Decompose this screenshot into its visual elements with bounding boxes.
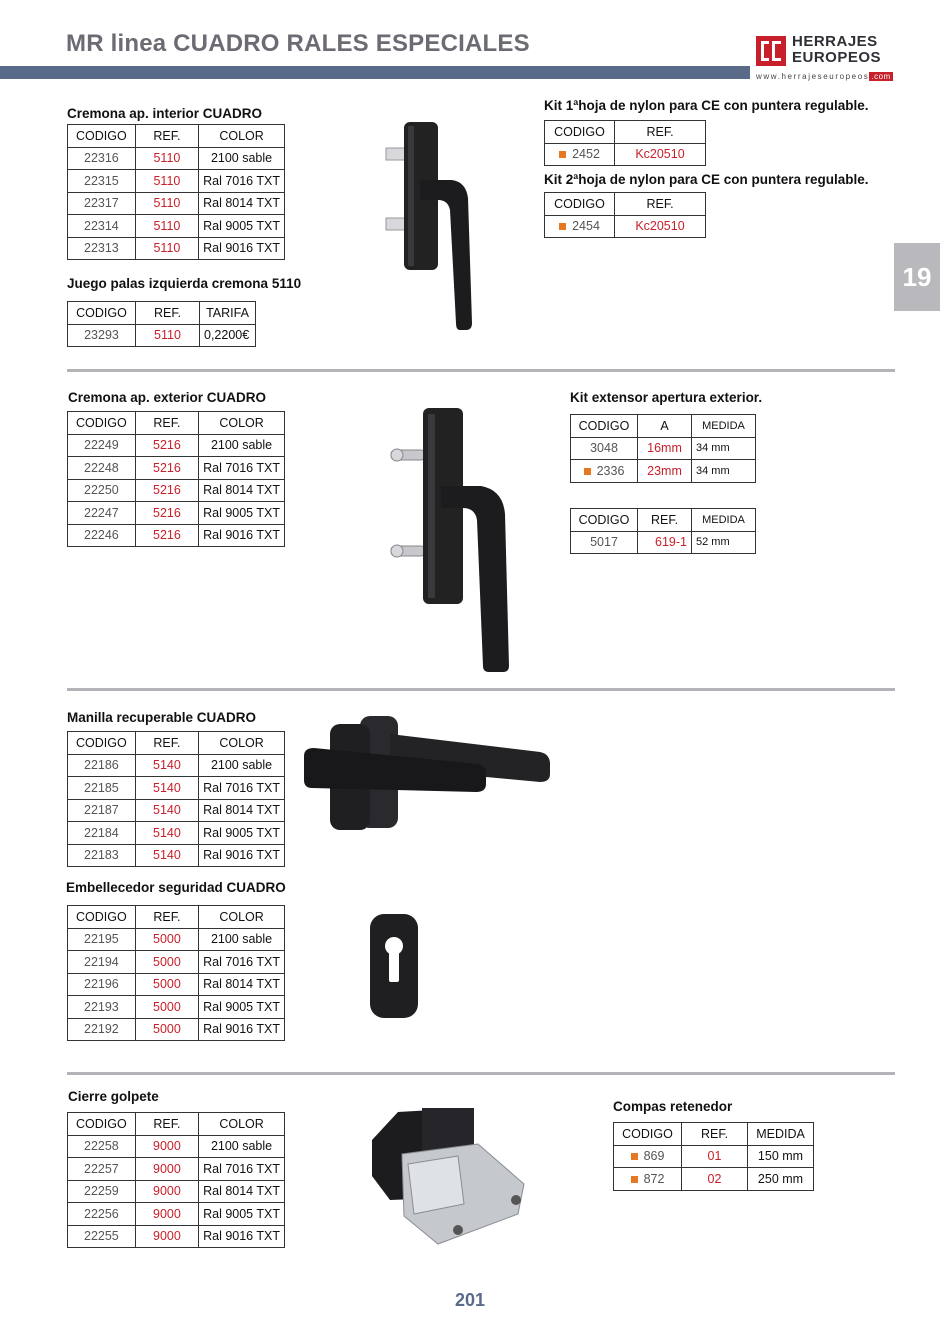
logo-url: www.herrajeseuropeos .com [756,72,891,81]
table-cremona-exterior: CODIGO REF. COLOR 22249 5216 2100 sable 22248 5216 Ral 7016 TXT 22250 5216 Ral 8014 TXT 22247 5216 Ral 9005 TXT 22246 5216 Ral 9016 TXT [67,411,285,547]
page-title: MR linea CUADRO RALES ESPECIALES [66,30,530,57]
table-row: 22259 9000 Ral 8014 TXT [68,1180,285,1203]
table-row: 22256 9000 Ral 9005 TXT [68,1203,285,1226]
table-row: 22250 5216 Ral 8014 TXT [68,479,285,502]
table-row: 22195 5000 2100 sable [68,928,285,951]
orange-marker-icon [631,1153,638,1160]
orange-marker-icon [584,468,591,475]
table-juego-palas: CODIGO REF. TARIFA 23293 5110 0,2200€ [67,301,256,347]
section-title-cremona-exterior: Cremona ap. exterior CUADRO [68,390,267,405]
section-title-kit-extensor: Kit extensor apertura exterior. [570,390,763,405]
table-row: 22255 9000 Ral 9016 TXT [68,1225,285,1248]
orange-marker-icon [631,1176,638,1183]
cremona-interior-image [380,118,490,333]
table-kit2: CODIGO REF. 2454 Kc20510 [544,192,706,238]
section-title-kit2: Kit 2ªhoja de nylon para CE con puntera regulable. [544,172,869,187]
table-row: 869 01 150 mm [614,1145,814,1168]
table-row: 22258 9000 2100 sable [68,1135,285,1158]
table-row: 22248 5216 Ral 7016 TXT [68,457,285,480]
table-kit-extensor-2: CODIGO REF. MEDIDA 5017 619-1 52 mm [570,508,756,554]
brand-logo [752,32,898,84]
table-row: 22246 5216 Ral 9016 TXT [68,524,285,547]
table-row: 22249 5216 2100 sable [68,434,285,457]
table-row: 2336 23mm 34 mm [571,460,756,483]
section-title-manilla: Manilla recuperable CUADRO [67,710,257,725]
cremona-exterior-image [385,404,525,676]
section-divider [67,369,895,372]
table-row: 872 02 250 mm [614,1168,814,1191]
table-row: 22313 5110 Ral 9016 TXT [68,237,285,260]
section-title-embellecedor: Embellecedor seguridad CUADRO [66,880,286,895]
table-kit1: CODIGO REF. 2452 Kc20510 [544,120,706,166]
section-title-cremona-interior: Cremona ap. interior CUADRO [67,106,263,121]
table-row: 22193 5000 Ral 9005 TXT [68,996,285,1019]
table-row: 3048 16mm 34 mm [571,437,756,460]
table-row: 22317 5110 Ral 8014 TXT [68,192,285,215]
table-row: 22192 5000 Ral 9016 TXT [68,1018,285,1041]
table-row: 22186 5140 2100 sable [68,754,285,777]
logo-mark-icon [756,36,786,66]
table-row: 22187 5140 Ral 8014 TXT [68,799,285,822]
orange-marker-icon [559,223,566,230]
table-row: 22196 5000 Ral 8014 TXT [68,973,285,996]
table-row: 22316 5110 2100 sable [68,147,285,170]
table-row: 22183 5140 Ral 9016 TXT [68,844,285,867]
table-kit-extensor-1: CODIGO A MEDIDA 3048 16mm 34 mm 2336 23mm 34 mm [570,414,756,483]
section-title-cierre: Cierre golpete [68,1089,159,1104]
logo-text-line1: HERRAJES [792,33,878,50]
table-row: 22185 5140 Ral 7016 TXT [68,777,285,800]
title-bar [0,66,750,79]
logo-text-line2: EUROPEOS [792,49,882,66]
manilla-image [300,712,555,837]
section-divider [67,688,895,691]
table-embellecedor: CODIGO REF. COLOR 22195 5000 2100 sable 22194 5000 Ral 7016 TXT 22196 5000 Ral 8014 TXT 22193 5000 Ral 9005 TXT 22192 5000 Ral 9016 TXT [67,905,285,1041]
table-manilla: CODIGO REF. COLOR 22186 5140 2100 sable 22185 5140 Ral 7016 TXT 22187 5140 Ral 8014 TXT 22184 5140 Ral 9005 TXT 22183 5140 Ral 9016 TXT [67,731,285,867]
table-row: 22247 5216 Ral 9005 TXT [68,502,285,525]
table-cierre: CODIGO REF. COLOR 22258 9000 2100 sable 22257 9000 Ral 7016 TXT 22259 9000 Ral 8014 TXT 22256 9000 Ral 9005 TXT 22255 9000 Ral 9016 TXT [67,1112,285,1248]
section-title-kit1: Kit 1ªhoja de nylon para CE con puntera regulable. [544,98,869,113]
table-row: 2452 Kc20510 [545,143,706,166]
table-cremona-interior: CODIGO REF. COLOR 22316 5110 2100 sable 22315 5110 Ral 7016 TXT 22317 5110 Ral 8014 TXT 22314 5110 Ral 9005 TXT 22313 5110 Ral 9016 TXT [67,124,285,260]
table-row: 22194 5000 Ral 7016 TXT [68,951,285,974]
section-title-juego-palas: Juego palas izquierda cremona 5110 [67,276,302,291]
section-title-compas: Compas retenedor [613,1099,733,1114]
cierre-golpete-image [368,1104,538,1254]
table-row: 22184 5140 Ral 9005 TXT [68,822,285,845]
table-row: 2454 Kc20510 [545,215,706,238]
orange-marker-icon [559,151,566,158]
page-number: 201 [454,1290,486,1310]
table-row: 22257 9000 Ral 7016 TXT [68,1158,285,1181]
table-row: 22314 5110 Ral 9005 TXT [68,215,285,238]
chapter-tab: 19 [894,243,940,311]
table-row: 22315 5110 Ral 7016 TXT [68,170,285,193]
embellecedor-image [368,912,420,1022]
table-row: 5017 619-1 52 mm [571,531,756,554]
section-divider [67,1072,895,1075]
table-row: 23293 5110 0,2200€ [68,324,256,347]
table-compas: CODIGO REF. MEDIDA 869 01 150 mm 872 02 250 mm [613,1122,814,1191]
